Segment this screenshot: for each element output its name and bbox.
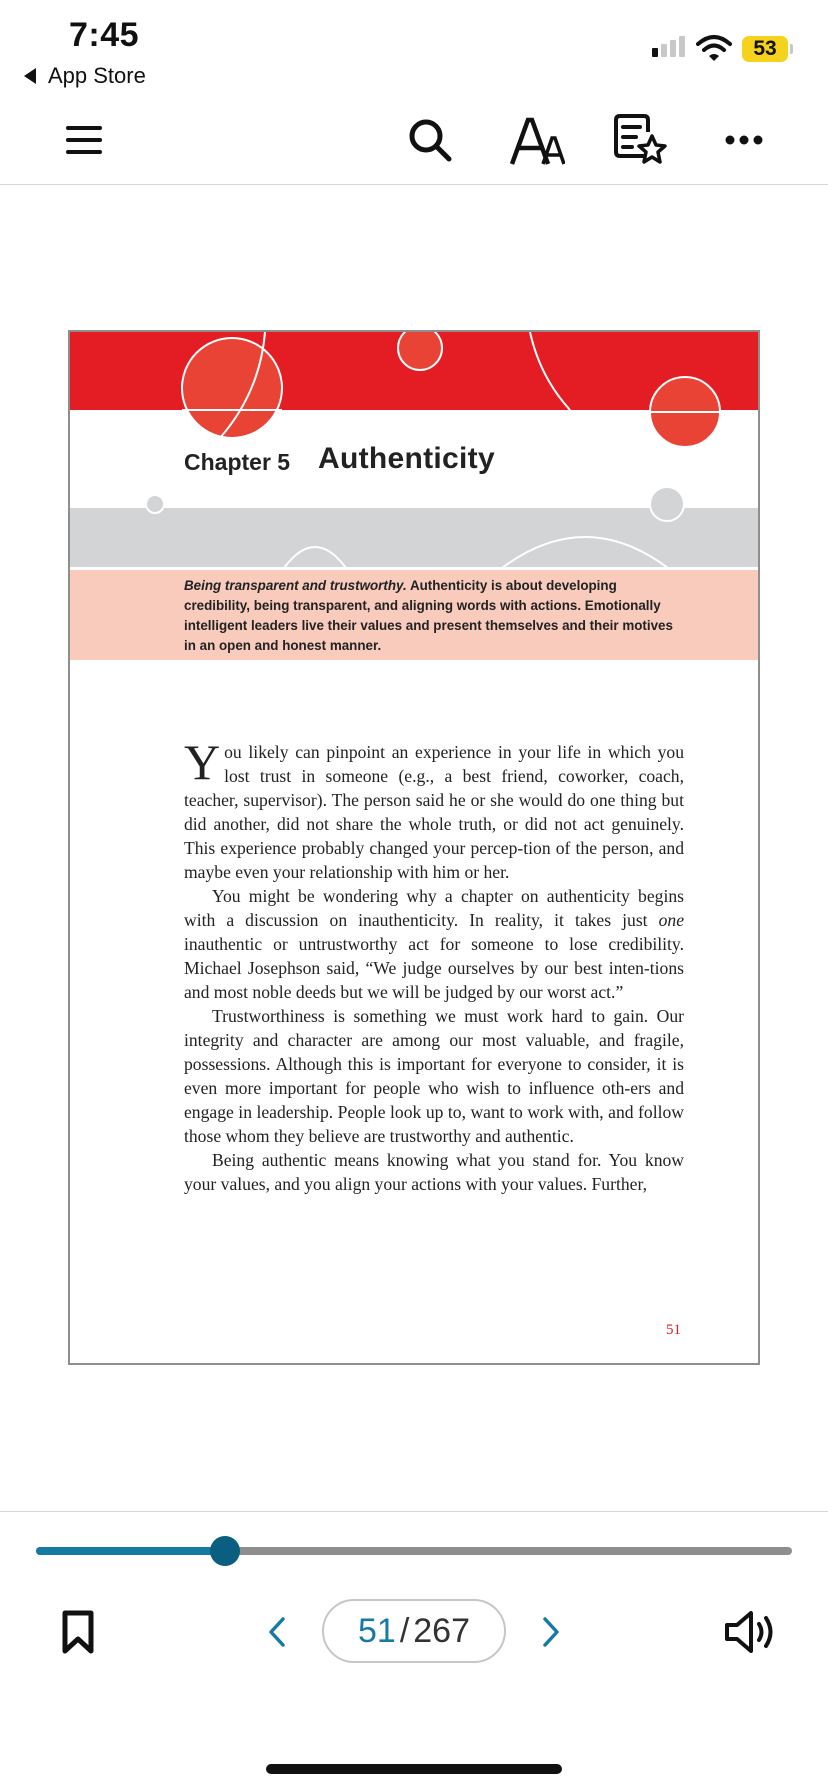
summary-lead: Being transparent and trustworthy. xyxy=(184,578,407,593)
printed-page-number: 51 xyxy=(666,1322,681,1338)
paragraph-3: Trustworthiness is something we must work hard to gain. Our integrity and character are among our most valuable, and fragile, possessions. Although this is important for everyone to consider, it is even more important for people who wish to influence oth-ers and engage in leadership. People look up to, want to work with, and follow those whom they believe are trustworthy and authentic. xyxy=(184,1006,684,1146)
summary-text: Authenticity is about developing credibility, being transparent, and aligning words with actions. Emotionally intelligent leaders live their values and present themselves and their motives in an open and honest manner. xyxy=(184,578,673,653)
home-indicator xyxy=(266,1764,562,1774)
bottom-divider xyxy=(0,1511,828,1512)
slider-thumb[interactable] xyxy=(210,1536,240,1566)
battery-level: 53 xyxy=(742,36,788,62)
wifi-icon xyxy=(696,34,732,62)
body-text xyxy=(184,734,684,1196)
more-icon[interactable] xyxy=(722,120,766,160)
reader-toolbar xyxy=(0,100,828,185)
text-size-icon[interactable] xyxy=(508,112,566,168)
notes-bookmarks-icon[interactable] xyxy=(610,110,670,170)
chapter-title: Authenticity xyxy=(318,442,495,475)
back-to-app-store[interactable] xyxy=(24,63,146,89)
paragraph-2: You might be wondering why a chapter on authenticity begins with a discussion on inauthenticity. In reality, it takes just one inauthentic or untrustworthy act for someone to lose credibility. Michael Josephson said, “We judge ourselves by our best inten-tions and most noble deeds but we will be judged by our worst act.” xyxy=(184,886,684,1002)
total-pages: 267 xyxy=(413,1611,470,1650)
page-separator: / xyxy=(399,1611,410,1650)
current-page: 51 xyxy=(357,1611,396,1650)
cellular-signal-icon xyxy=(652,36,685,57)
page-indicator[interactable] xyxy=(322,1599,506,1663)
chapter-summary xyxy=(184,576,684,656)
previous-page-icon[interactable] xyxy=(262,1612,292,1652)
drop-cap: Y xyxy=(184,734,221,790)
back-label: App Store xyxy=(48,63,146,88)
back-triangle-icon xyxy=(24,68,36,84)
menu-icon[interactable] xyxy=(60,118,108,162)
chapter-label: Chapter 5 xyxy=(184,449,291,475)
page-progress-slider[interactable] xyxy=(36,1547,792,1555)
next-page-icon[interactable] xyxy=(536,1612,566,1652)
bookmark-icon[interactable] xyxy=(56,1604,100,1660)
search-icon[interactable] xyxy=(404,114,456,166)
paragraph-1: You likely can pinpoint an experience in your life in which you lost trust in someone (e.g., a best friend, coworker, coach, teacher, supervisor). The person said he or she would do one thing but did another, did not share the whole truth, or did not act genuinely. This experience probably changed your percep-tion of the person, and maybe even your relationship with him or her. xyxy=(184,734,684,882)
read-aloud-speaker-icon[interactable] xyxy=(722,1604,778,1660)
book-page[interactable] xyxy=(68,330,760,1365)
status-time: 7:45 xyxy=(69,16,140,54)
battery-nub xyxy=(790,44,793,54)
paragraph-4: Being authentic means knowing what you stand for. You know your values, and you align your actions with your values. Further, xyxy=(184,1150,684,1194)
progress-fill xyxy=(36,1547,225,1555)
